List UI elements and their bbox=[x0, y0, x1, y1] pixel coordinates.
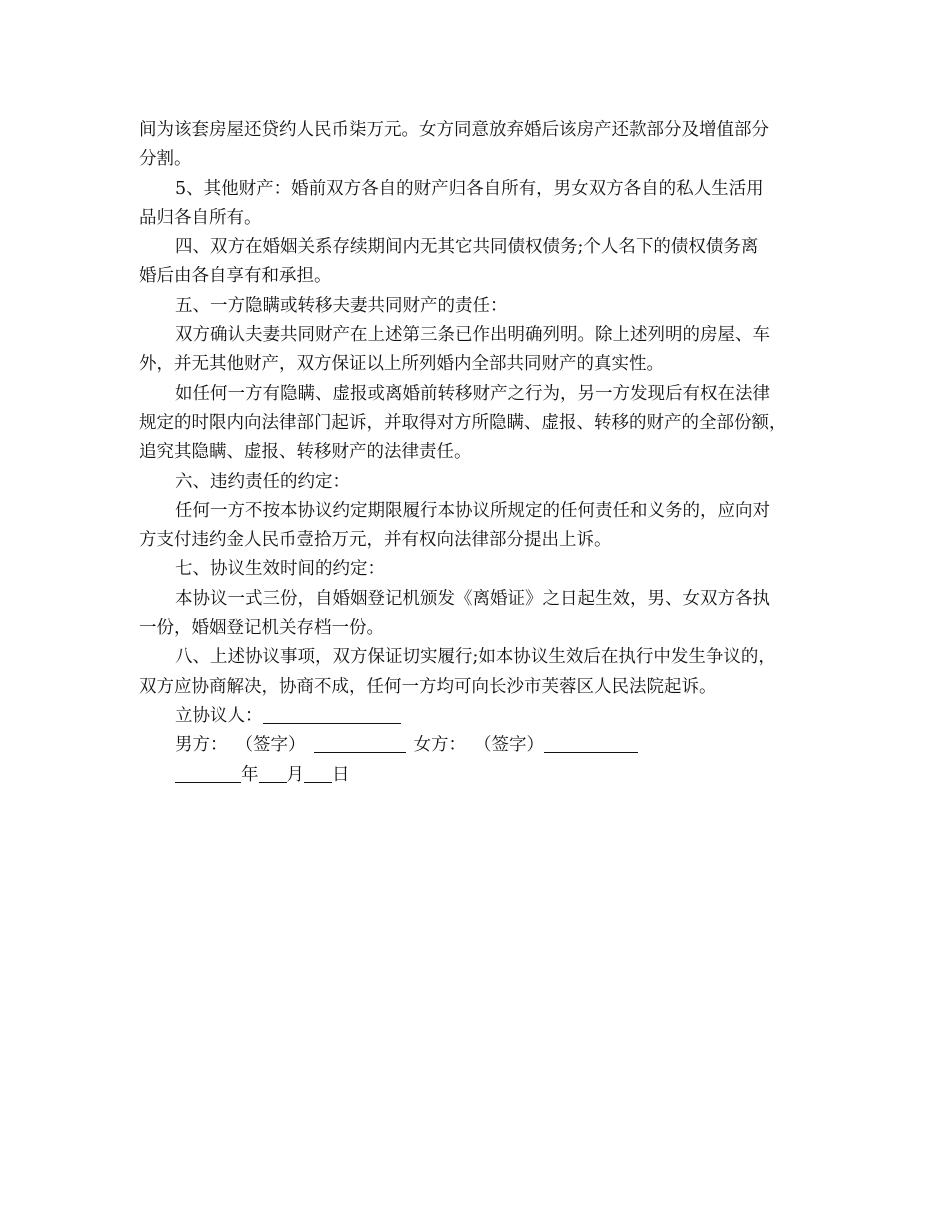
text-line: 八、上述协议事项，双方保证切实履行;如本协议生效后在执行中发生争议的， bbox=[175, 647, 776, 668]
paragraph-concealment-liability bbox=[139, 380, 829, 468]
sign-line-wrap bbox=[139, 731, 829, 760]
text-line: 本协议一式三份，自婚姻登记机颁发《离婚证》之日起生效，男、女双方各执 bbox=[175, 588, 770, 609]
text-line: 品归各自所有。 bbox=[139, 207, 262, 228]
female-label: 女方： bbox=[413, 735, 466, 756]
text-line: 双方应协商解决，协商不成，任何一方均可向长沙市芙蓉区人民法院起诉。 bbox=[139, 676, 717, 697]
text-line: 追究其隐瞒、虚报、转移财产的法律责任。 bbox=[139, 442, 472, 463]
paragraph-joint-property-confirmation bbox=[139, 321, 829, 380]
text-line: 方支付违约金人民币壹拾万元，并有权向法律部分提出上诉。 bbox=[139, 530, 612, 551]
document-body bbox=[139, 116, 829, 790]
month-blank bbox=[259, 762, 287, 783]
year-blank bbox=[175, 762, 241, 783]
male-sign-blank bbox=[314, 732, 406, 753]
text-line: 任何一方不按本协议约定期限履行本协议所规定的任何责任和义务的，应向对 bbox=[175, 500, 770, 521]
day-label: 日 bbox=[332, 764, 350, 785]
section-heading: 七、协议生效时间的约定： bbox=[175, 559, 385, 580]
paragraph-house-loan bbox=[139, 116, 829, 175]
text-line: 双方确认夫妻共同财产在上述第三条已作出明确列明。除上述列明的房屋、车 bbox=[175, 325, 770, 346]
signature-sign-line bbox=[139, 731, 829, 760]
paragraph-section-8-disputes bbox=[139, 643, 829, 702]
text-line: 规定的时限内向法律部门起诉，并取得对方所隐瞒、虚报、转移的财产的全部份额， bbox=[139, 412, 787, 433]
paragraph-effective-date bbox=[139, 585, 829, 644]
female-sign-label: （签字） bbox=[474, 735, 544, 756]
text-line: 外，并无其他财产，双方保证以上所列婚内全部共同财产的真实性。 bbox=[139, 354, 664, 375]
signature-party-line bbox=[139, 702, 829, 731]
female-sign-blank bbox=[544, 732, 638, 753]
paragraph-breach-penalty bbox=[139, 497, 829, 556]
text-line: 5、其他财产：婚前双方各自的财产归各自所有，男女双方各自的私人生活用 bbox=[175, 178, 764, 199]
heading-section-6 bbox=[139, 468, 829, 497]
party-blank bbox=[263, 703, 401, 724]
text-line: 间为该套房屋还贷约人民币柒万元。女方同意放弃婚后该房产还款部分及增值部分 bbox=[139, 120, 769, 140]
date-line-wrap bbox=[139, 761, 829, 790]
paragraph-section-4-debts bbox=[139, 233, 829, 292]
party-line-wrap bbox=[139, 702, 829, 731]
text-line: 四、双方在婚姻关系存续期间内无其它共同债权债务;个人名下的债权债务离 bbox=[175, 237, 759, 258]
male-label: 男方： bbox=[175, 735, 228, 756]
heading-section-5 bbox=[139, 292, 829, 321]
year-label: 年 bbox=[241, 764, 259, 785]
text-line: 如任何一方有隐瞒、虚报或离婚前转移财产之行为，另一方发现后有权在法律 bbox=[175, 383, 770, 404]
party-label: 立协议人： bbox=[175, 705, 263, 726]
signature-date-line bbox=[139, 761, 829, 790]
paragraph-other-property bbox=[139, 175, 829, 234]
section-heading: 六、违约责任的约定： bbox=[175, 471, 350, 492]
male-sign-label: （签字） bbox=[235, 735, 306, 756]
text-line: 婚后由各自享有和承担。 bbox=[139, 266, 332, 287]
text-line: 一份，婚姻登记机关存档一份。 bbox=[139, 618, 384, 639]
section-heading: 五、一方隐瞒或转移夫妻共同财产的责任： bbox=[175, 295, 508, 316]
day-blank bbox=[304, 762, 332, 783]
text-line: 分割。 bbox=[139, 149, 192, 170]
heading-section-7 bbox=[139, 555, 829, 584]
month-label: 月 bbox=[286, 764, 304, 785]
